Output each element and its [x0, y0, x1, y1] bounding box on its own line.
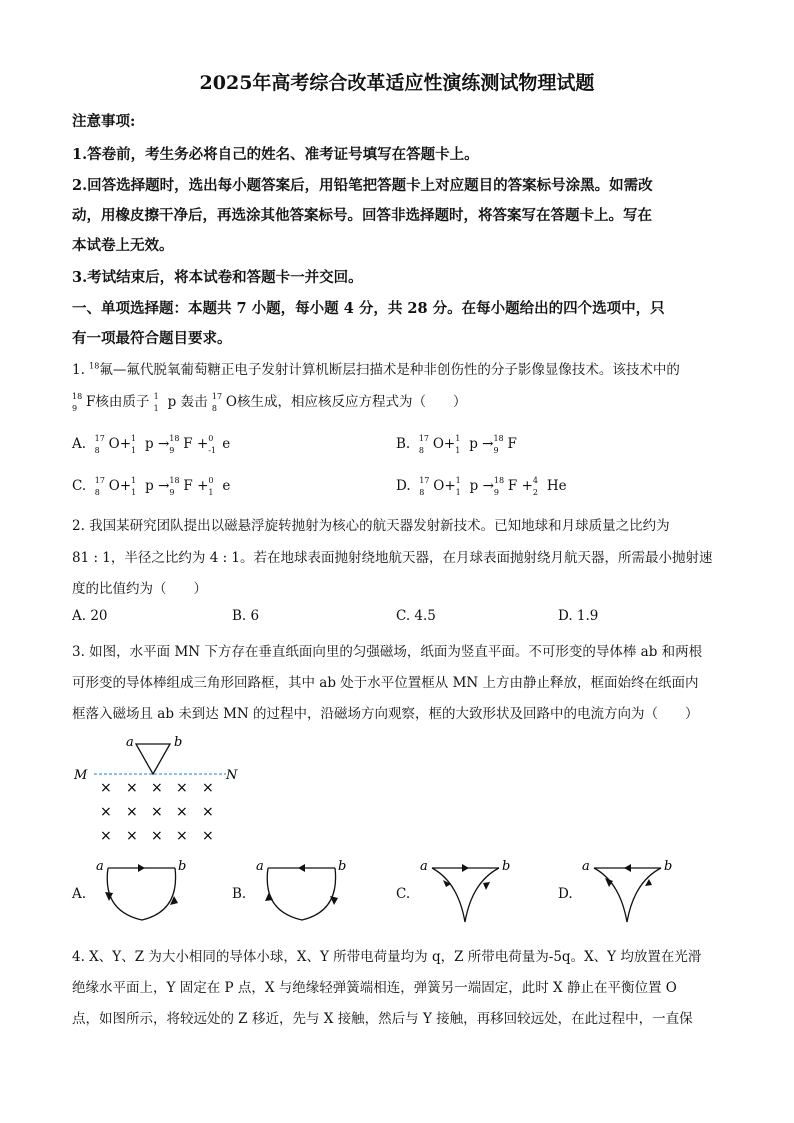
svg-text:×: × — [126, 780, 138, 796]
question-4-line-3: 点，如图所示，将较远处的 Z 移近，先与 X 接触，然后与 Y 接触，再移回较远处，在此过程中，一直保 — [72, 1011, 693, 1027]
question-4-line-1: 4. X、Y、Z 为大小相同的导体小球，X、Y 所带电荷量均为 q，Z 所带电荷量为-5q。X、Y 均放置在光滑 — [72, 949, 702, 965]
question-2-line-1: 2. 我国某研究团队提出以磁悬浮旋转抛射为核心的航天器发射新技术。已知地球和月球质量之比约为 — [72, 518, 670, 534]
option-d-figure[interactable] — [576, 856, 686, 928]
svg-text:×: × — [202, 780, 214, 796]
svg-text:a: a — [582, 859, 590, 874]
magnetic-field-figure — [66, 732, 256, 852]
question-3-line-3: 框落入磁场且 ab 未到达 MN 的过程中，沿磁场方向观察，框的大致形状及回路中的电流方向为（ ） — [72, 706, 699, 722]
question-3-option-a-label[interactable]: A. — [72, 886, 87, 902]
question-2-line-2: 81 : 1，半径之比约为 4 : 1。若在地球表面抛射绕地航天器，在月球表面抛射绕月航天器，所需最小抛射速 — [72, 550, 713, 566]
svg-text:×: × — [100, 828, 112, 844]
svg-text:b: b — [338, 859, 347, 874]
svg-text:b: b — [178, 859, 187, 874]
notice-item-2: 2.回答选择题时，选出每小题答案后，用铅笔把答题卡上对应题目的答案标号涂黑。如需改 — [72, 177, 653, 194]
svg-text:×: × — [151, 804, 163, 820]
svg-text:a: a — [96, 859, 104, 874]
question-1-option-d[interactable]: D. 17 8 O+ 1 1 p → 18 9 F + 4 2 He — [396, 475, 567, 497]
question-1-option-c[interactable]: C. 17 8 O+ 1 1 p → 18 9 F + 0 1 e — [72, 475, 231, 497]
option-a-figure[interactable] — [90, 856, 200, 928]
notice-item-2-cont: 动，用橡皮擦干净后，再选涂其他答案标号。回答非选择题时，将答案写在答题卡上。写在 — [72, 207, 652, 224]
question-2-line-3: 度的比值约为（ ） — [72, 581, 207, 597]
question-2-option-c[interactable]: C. 4.5 — [396, 608, 436, 624]
question-3-option-c-label[interactable]: C. — [396, 886, 411, 902]
svg-text:×: × — [126, 828, 138, 844]
label-a: a — [126, 735, 134, 750]
question-1-line-1: 1. $^{18}$氟—氟代脱氧葡萄糖正电子发射计算机断层扫描术是种非创伤性的分子影像显像技术。该技术中的 — [72, 361, 680, 378]
option-b-figure[interactable] — [250, 856, 360, 928]
question-1-line-2: 18 9 F核由质子 1 1 p 轰击 17 8 O核生成，相应核反应方程式为（ ） — [72, 391, 467, 413]
notice-heading: 注意事项: — [72, 113, 136, 130]
question-3-option-b-label[interactable]: B. — [232, 886, 247, 902]
notice-item-2-end: 本试卷上无效。 — [72, 237, 174, 254]
label-M: M — [74, 768, 88, 783]
section-heading: 一、单项选择题：本题共 7 小题，每小题 4 分，共 28 分。在每小题给出的四个选项中，只 — [72, 300, 665, 317]
svg-text:×: × — [176, 828, 188, 844]
notice-item-1: 1.答卷前，考生务必将自己的姓名、准考证号填写在答题卡上。 — [72, 146, 479, 163]
label-b: b — [174, 735, 183, 750]
svg-text:b: b — [664, 859, 673, 874]
section-heading-cont: 有一项最符合题目要求。 — [72, 330, 232, 347]
svg-text:a: a — [420, 859, 428, 874]
question-3-line-2: 可形变的导体棒组成三角形回路框，其中 ab 处于水平位置框从 MN 上方由静止释放，框面始终在纸面内 — [72, 675, 699, 691]
label-N: N — [226, 768, 238, 783]
svg-text:×: × — [202, 804, 214, 820]
option-c-figure[interactable] — [414, 856, 524, 928]
field-crosses — [100, 780, 214, 844]
notice-item-3: 3.考试结束后，将本试卷和答题卡一并交回。 — [72, 269, 363, 286]
question-4-line-2: 绝缘水平面上，Y 固定在 P 点，X 与绝缘轻弹簧端相连，弹簧另一端固定，此时 X 静止在平衡位置 O — [72, 980, 677, 996]
question-2-option-d[interactable]: D. 1.9 — [558, 608, 599, 624]
question-3-line-1: 3. 如图，水平面 MN 下方存在垂直纸面向里的匀强磁场，纸面为竖直平面。不可形变的导体棒 ab 和两根 — [72, 644, 703, 660]
question-1-option-b[interactable]: B. 17 8 O+ 1 1 p → 18 9 F — [396, 433, 517, 455]
svg-text:b: b — [502, 859, 511, 874]
svg-text:×: × — [176, 780, 188, 796]
svg-text:a: a — [256, 859, 264, 874]
svg-text:×: × — [176, 804, 188, 820]
page-title: 2025年高考综合改革适应性演练测试物理试题 — [199, 72, 595, 94]
question-2-option-b[interactable]: B. 6 — [232, 608, 260, 624]
svg-text:×: × — [126, 804, 138, 820]
svg-text:×: × — [151, 780, 163, 796]
svg-text:×: × — [100, 780, 112, 796]
svg-text:×: × — [202, 828, 214, 844]
svg-text:×: × — [151, 828, 163, 844]
svg-text:×: × — [100, 804, 112, 820]
question-3-option-d-label[interactable]: D. — [558, 886, 573, 902]
question-2-option-a[interactable]: A. 20 — [72, 608, 108, 624]
question-1-option-a[interactable]: A. 17 8 O+ 1 1 p → 18 9 F + 0 -1 e — [72, 433, 231, 455]
